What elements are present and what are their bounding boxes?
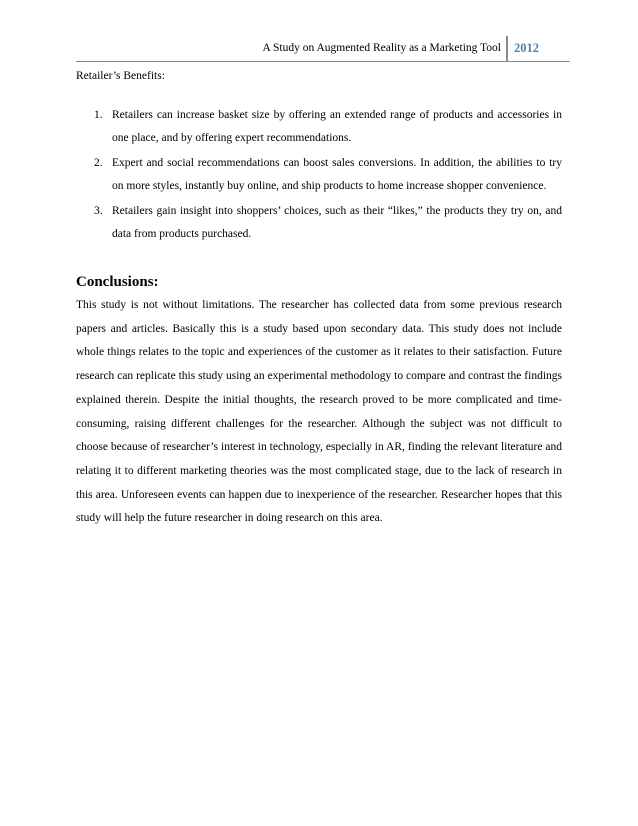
header-divider	[506, 36, 508, 61]
page-header	[76, 30, 570, 62]
list-item-text: Expert and social recommendations can boost sales conversions. In addition, the abilities to try on more styles, instantly buy online, and ship products to home increase shopper convenience.	[112, 157, 562, 192]
conclusions-paragraph: This study is not without limitations. The researcher has collected data from some previous research papers and articles. Basically this is a study based upon secondary data. This study does not include whole things relates to the topic and experiences of the customer as it relates to their satisfaction. Future research can replicate this study using an experimental methodology to compare and contrast the findings explained therein. Despite the initial thoughts, the research proved to be more complicated and time-consuming, raising different challenges for the researcher. Although the subject was not difficult to choose because of researcher’s interest in technology, especially in AR, finding the relevant literature and relating it to different marketing theories was the most complicated stage, due to the lack of research in this area. Unforeseen events can happen due to inexperience of the researcher. Researcher hopes that this study will help the future researcher in doing research on this area.	[76, 299, 562, 525]
list-item-number: 2.	[94, 157, 103, 169]
list-item-number: 3.	[94, 205, 103, 217]
list-item-text: Retailers gain insight into shoppers’ choices, such as their “likes,” the products they try on, and data from products purchased.	[112, 205, 562, 240]
benefits-label: Retailer’s Benefits:	[76, 70, 165, 82]
list-item	[76, 152, 562, 197]
list-item	[76, 104, 562, 149]
list-item-number: 1.	[94, 109, 103, 121]
conclusions-heading: Conclusions:	[76, 274, 159, 290]
list-item-text: Retailers can increase basket size by offering an extended range of products and accessories in one place, and by offering expert recommendations.	[112, 109, 562, 144]
benefits-list	[76, 104, 562, 248]
header-title: A Study on Augmented Reality as a Marketing Tool	[262, 42, 501, 54]
list-item	[76, 200, 562, 245]
header-rule	[76, 61, 570, 62]
header-year: 2012	[514, 41, 539, 55]
